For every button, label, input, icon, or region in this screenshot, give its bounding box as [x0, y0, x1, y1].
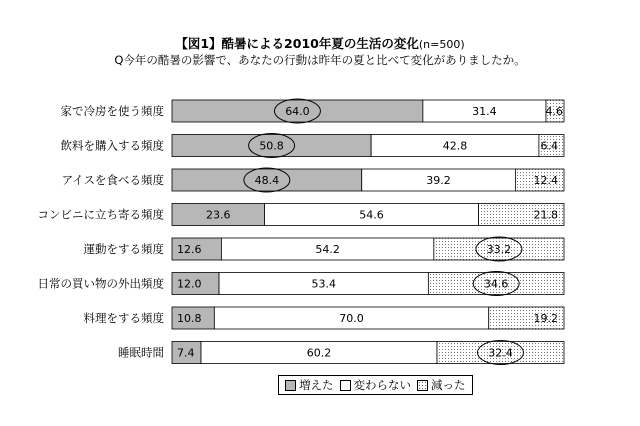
legend-swatch-decreased [417, 380, 428, 391]
legend-label-decreased: 減った [431, 378, 466, 392]
data-label-unchanged: 42.8 [442, 139, 468, 153]
legend-label-increased: 増えた [299, 378, 334, 392]
data-label-increased: 50.8 [259, 139, 284, 153]
category-label: 日常の買い物の外出頻度 [37, 276, 164, 291]
data-label-increased: 7.4 [177, 346, 195, 360]
legend-swatch-unchanged [340, 380, 351, 391]
data-label-unchanged: 70.0 [339, 312, 364, 325]
data-label-decreased: 12.4 [533, 174, 558, 187]
data-label-unchanged: 31.4 [472, 105, 497, 118]
data-label-unchanged: 53.4 [311, 277, 336, 291]
data-label-unchanged: 54.6 [359, 208, 384, 222]
category-label: 家で冷房を使う頻度 [60, 104, 164, 118]
chart-title-text: 【図1】酷暑による2010年夏の生活の変化 [175, 36, 419, 51]
data-label-increased: 12.0 [177, 277, 202, 291]
data-label-decreased: 19.2 [533, 312, 558, 325]
data-label-increased: 12.6 [177, 243, 202, 256]
legend-item-increased [285, 377, 334, 393]
data-label-decreased: 34.6 [483, 277, 509, 291]
sample-size: (n=500) [418, 38, 465, 51]
legend-swatch-increased [285, 380, 296, 391]
data-label-decreased: 32.4 [488, 346, 513, 360]
legend-item-decreased [417, 377, 466, 393]
data-label-increased: 48.4 [254, 174, 280, 187]
category-label: 睡眠時間 [118, 345, 164, 360]
data-label-increased: 10.8 [177, 312, 202, 325]
legend [278, 375, 473, 395]
category-label: アイスを食べる頻度 [61, 173, 164, 187]
data-label-increased: 64.0 [285, 105, 310, 118]
plot-area [38, 99, 565, 365]
category-label: 運動をする頻度 [83, 242, 164, 256]
category-label: 料理をする頻度 [83, 311, 164, 325]
legend-label-unchanged: 変わらない [353, 378, 411, 392]
data-label-unchanged: 39.2 [426, 174, 451, 187]
category-label: コンビニに立ち寄る頻度 [37, 207, 164, 222]
survey-question: Q今年の酷暑の影響で、あなたの行動は昨年の夏と比べて変化がありましたか。 [114, 53, 526, 67]
data-label-decreased: 33.2 [486, 243, 512, 256]
data-label-unchanged: 54.2 [315, 243, 340, 256]
data-label-increased: 23.6 [206, 208, 231, 222]
data-label-decreased: 21.8 [533, 208, 558, 222]
data-label-decreased: 6.4 [540, 139, 558, 153]
category-label: 飲料を購入する頻度 [60, 138, 164, 153]
data-label-decreased: 4.6 [545, 105, 563, 118]
data-label-unchanged: 60.2 [306, 346, 332, 360]
legend-item-unchanged [340, 377, 412, 393]
